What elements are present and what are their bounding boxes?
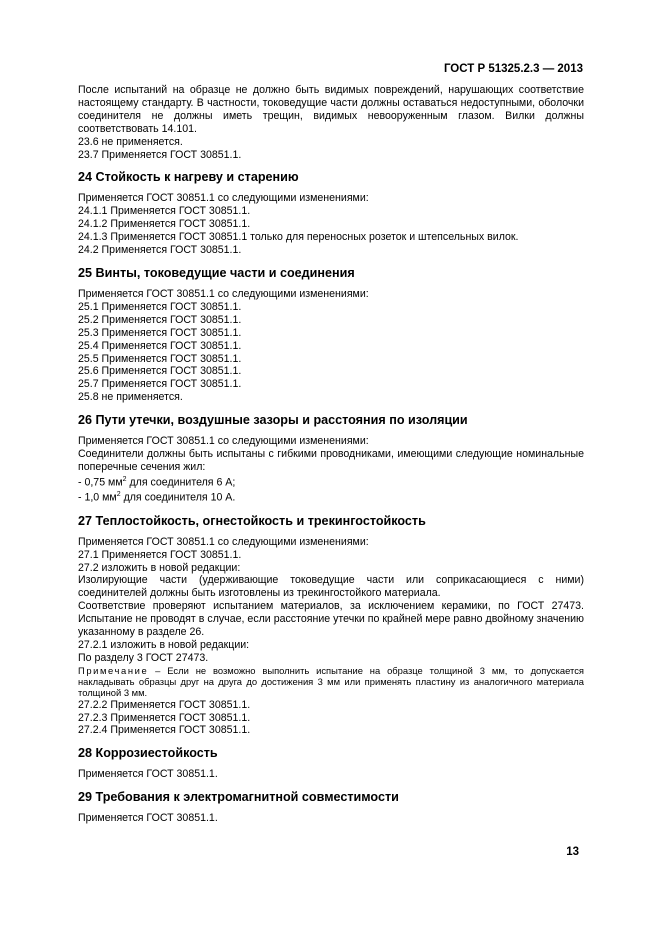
- s28-line: Применяется ГОСТ 30851.1.: [78, 768, 218, 781]
- s27-line: 27.2.3 Применяется ГОСТ 30851.1.: [78, 711, 251, 724]
- section-26-heading: 26 Пути утечки, воздушные зазоры и расстояния по изоляции: [78, 413, 468, 428]
- s25-line: 25.6 Применяется ГОСТ 30851.1.: [78, 365, 242, 378]
- section-29-heading: 29 Требования к электромагнитной совместимости: [78, 790, 399, 805]
- superscript: 2: [116, 491, 121, 499]
- s25-line: 25.4 Применяется ГОСТ 30851.1.: [78, 339, 242, 352]
- s27-line: 27.2.1 изложить в новой редакции:: [78, 638, 250, 651]
- s27-line: 27.1 Применяется ГОСТ 30851.1.: [78, 548, 242, 561]
- clause-23-7: 23.7 Применяется ГОСТ 30851.1.: [78, 148, 242, 161]
- bullet-text: - 0,75 мм: [78, 476, 123, 489]
- s24-line: 24.1.1 Применяется ГОСТ 30851.1.: [78, 205, 251, 218]
- page-number: 13: [566, 846, 579, 858]
- note-text: – Если не возможно выполнить испытание на образце толщиной 3 мм, то допускается накладывать образцы друг на друга до достижения 3 мм или применять пластину из аналогичного материала толщиной 3 мм.: [78, 664, 584, 699]
- s24-line: 24.1.3 Применяется ГОСТ 30851.1 только для переносных розеток и штепсельных вилок.: [78, 231, 519, 244]
- s27-line: Применяется ГОСТ 30851.1 со следующими изменениями:: [78, 535, 369, 548]
- s24-line: 24.2 Применяется ГОСТ 30851.1.: [78, 244, 242, 257]
- s27-note: [78, 665, 584, 699]
- section-24-heading: 24 Стойкость к нагреву и старению: [78, 170, 299, 185]
- s29-line: Применяется ГОСТ 30851.1.: [78, 812, 218, 825]
- paragraph-after-test: [78, 84, 584, 136]
- document-body: [78, 84, 584, 825]
- document-header: ГОСТ Р 51325.2.3 — 2013: [443, 63, 583, 75]
- s27-line: 27.2.4 Применяется ГОСТ 30851.1.: [78, 724, 251, 737]
- s25-line: 25.3 Применяется ГОСТ 30851.1.: [78, 326, 242, 339]
- bullet-text: для соединителя 10 А.: [120, 491, 236, 504]
- s26-paragraph: Соединители должны быть испытаны с гибкими проводниками, имеющими следующие номинальные поперечные сечения жил:: [78, 448, 584, 473]
- clause-23-6: 23.6 не применяется.: [78, 135, 183, 148]
- s25-line: Применяется ГОСТ 30851.1 со следующими изменениями:: [78, 287, 369, 300]
- s24-line: 24.1.2 Применяется ГОСТ 30851.1.: [78, 218, 251, 231]
- s27-line: 27.2 изложить в новой редакции:: [78, 561, 241, 574]
- bullet-text: для соединителя 6 А;: [126, 476, 236, 489]
- s24-line: Применяется ГОСТ 30851.1 со следующими изменениями:: [78, 192, 369, 205]
- s25-line: 25.5 Применяется ГОСТ 30851.1.: [78, 352, 242, 365]
- section-28-heading: 28 Коррозиестойкость: [78, 746, 218, 761]
- note-label: Примечание: [78, 664, 149, 676]
- s25-line: 25.1 Применяется ГОСТ 30851.1.: [78, 300, 242, 313]
- s27-paragraph: Изолирующие части (удерживающие токоведущие части или соприкасающиеся с ними) соединителей должны быть изготовлены из трекингостойкого материала.: [78, 574, 584, 600]
- paragraph-text: После испытаний на образце не должно быть видимых повреждений, нарушающих соответствие настоящему стандарту. В частности, токоведущие части должны оставаться недоступными, оболочки соединителя не должны иметь трещин, видимых невооруженным глазом. Вилки должны соответствовать 14.101.: [78, 84, 584, 135]
- s25-line: 25.8 не применяется.: [78, 391, 183, 404]
- superscript: 2: [122, 475, 127, 483]
- s26-bullet: [78, 474, 584, 489]
- s25-line: 25.7 Применяется ГОСТ 30851.1.: [78, 378, 242, 391]
- section-25-heading: 25 Винты, токоведущие части и соединения: [78, 265, 355, 280]
- s25-line: 25.2 Применяется ГОСТ 30851.1.: [78, 313, 242, 326]
- s26-line: Применяется ГОСТ 30851.1 со следующими изменениями:: [78, 435, 369, 448]
- s27-paragraph: Соответствие проверяют испытанием материалов, за исключением керамики, по ГОСТ 27473. Испытание не проводят в случае, если расстояние утечки по крайней мере равно двойному значению указанному в разделе 26.: [78, 600, 584, 639]
- section-27-heading: 27 Теплостойкость, огнестойкость и трекингостойкость: [78, 513, 426, 528]
- s27-line: 27.2.2 Применяется ГОСТ 30851.1.: [78, 698, 251, 711]
- s27-line: По разделу 3 ГОСТ 27473.: [78, 651, 209, 664]
- bullet-text: - 1,0 мм: [78, 491, 117, 504]
- s26-bullet: [78, 489, 584, 504]
